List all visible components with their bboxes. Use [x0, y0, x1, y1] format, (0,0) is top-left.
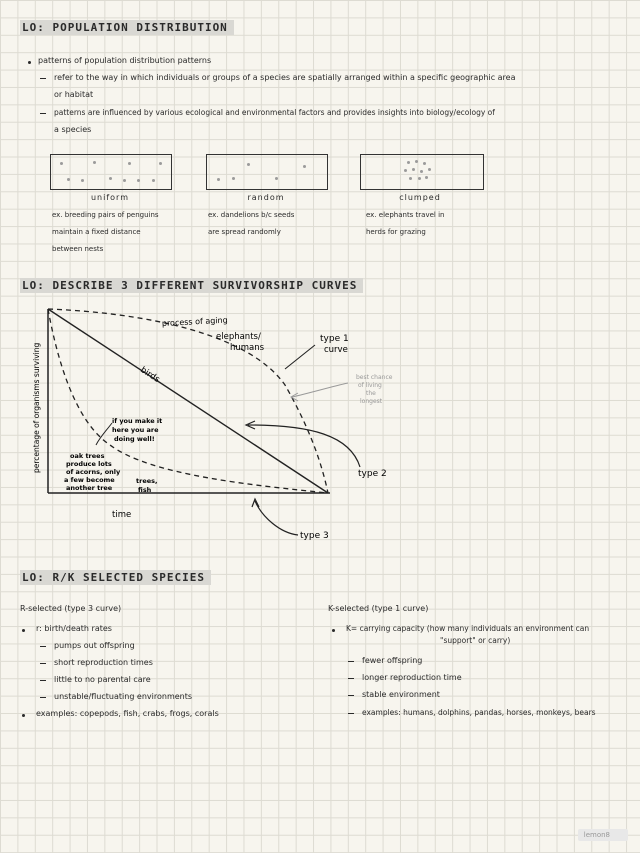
k-bullet-line1: K= carrying capacity (how many individuals an environment can: [346, 624, 590, 633]
dot: [303, 165, 306, 168]
oak-2: produce lots: [66, 460, 112, 468]
dot: [412, 168, 415, 171]
random-example-2: are spread randomly: [208, 228, 281, 236]
dot: [109, 177, 112, 180]
r-item-1: pumps out offspring: [54, 641, 135, 650]
dash: [40, 646, 46, 647]
best-chance-3: the: [366, 390, 376, 397]
clumped-example-2: herds for grazing: [366, 228, 426, 236]
make-it-arrow: [96, 423, 112, 445]
clumped-label: clumped: [399, 193, 441, 202]
r-item-4: unstable/fluctuating environments: [54, 692, 193, 701]
dot: [247, 163, 250, 166]
dot: [420, 170, 423, 173]
uniform-example-2: maintain a fixed distance: [52, 228, 141, 236]
bullet: [332, 629, 335, 632]
lemon8-logo: lemon8: [578, 829, 628, 841]
dot: [217, 178, 220, 181]
r-bullet: r: birth/death rates: [36, 624, 112, 633]
k-item-4: examples: humans, dolphins, pandas, horses, monkeys, bears: [362, 708, 596, 717]
k-item-3: stable environment: [362, 690, 440, 699]
type-2-arrow: [248, 425, 360, 467]
dot: [409, 177, 412, 180]
type-2-label: type 2: [358, 469, 387, 479]
oak-1: oak trees: [70, 452, 105, 460]
dash: [348, 661, 354, 662]
type-3-arrow: [255, 501, 298, 535]
random-box: [206, 154, 328, 190]
population-distribution-heading: LO: POPULATION DISTRIBUTION: [20, 20, 234, 35]
dash: [40, 697, 46, 698]
dash: [348, 713, 354, 714]
rk-selected-heading: LO: R/K SELECTED SPECIES: [20, 570, 211, 585]
dot: [232, 177, 235, 180]
dot: [159, 162, 162, 165]
dot: [123, 179, 126, 182]
bullet: [22, 714, 25, 717]
dot: [428, 168, 431, 171]
dash: [40, 663, 46, 664]
best-chance-4: longest: [360, 398, 383, 405]
survivorship-diagram: [0, 295, 640, 555]
dot: [67, 178, 70, 181]
uniform-box: [50, 154, 172, 190]
k-item-2: longer reproduction time: [362, 673, 462, 682]
dot: [93, 161, 96, 164]
uniform-example-1: ex. breeding pairs of penguins: [52, 211, 159, 219]
dash: [40, 113, 46, 114]
dot: [415, 160, 418, 163]
uniform-label: uniform: [90, 193, 129, 202]
survivorship-heading: LO: DESCRIBE 3 DIFFERENT SURVIVORSHIP CURVES: [20, 278, 363, 293]
k-item-1: fewer offspring: [362, 656, 423, 665]
bullet: [22, 629, 25, 632]
type-1-label: type 1: [320, 334, 349, 344]
k-selected-title: K-selected (type 1 curve): [328, 604, 429, 613]
make-it-2: here you are: [112, 426, 159, 434]
dot: [425, 176, 428, 179]
best-chance-2: of living: [358, 382, 382, 389]
x-axis-label: time: [112, 510, 132, 520]
process-of-aging-label: process of aging: [161, 315, 228, 328]
best-chance-1: best chance: [356, 374, 393, 381]
r-item-3: little to no parental care: [54, 675, 151, 684]
birds-label: birds: [138, 365, 162, 385]
sub1-line1: refer to the way in which individuals or groups of a species are spatially arranged within a specific geographic area: [54, 73, 516, 82]
dot: [423, 162, 426, 165]
make-it-1: if you make it: [112, 417, 163, 425]
curve-label: curve: [324, 345, 348, 355]
fish-label: fish: [138, 486, 152, 494]
dash: [40, 680, 46, 681]
dot: [404, 169, 407, 172]
type-3-label: type 3: [300, 531, 329, 541]
clumped-example-1: ex. elephants travel in: [366, 211, 445, 219]
sub1-line2: or habitat: [54, 90, 94, 99]
sub2-line1: patterns are influenced by various ecological and environmental factors and provides insights into biology/ecology of: [54, 108, 495, 117]
dot: [81, 179, 84, 182]
r-item-2: short reproduction times: [54, 658, 153, 667]
clumped-box: [360, 154, 484, 190]
k-bullet-line2: "support" or carry): [440, 636, 511, 645]
best-chance-arrow: [292, 383, 348, 397]
population-bullet-text: patterns of population distribution patterns: [38, 56, 212, 65]
humans-label: humans: [230, 343, 265, 353]
dot: [128, 162, 131, 165]
dot: [275, 177, 278, 180]
dash: [348, 678, 354, 679]
trees-label: trees,: [136, 477, 158, 485]
dot: [407, 161, 410, 164]
random-label: random: [247, 193, 285, 202]
r-selected-title: R-selected (type 3 curve): [20, 604, 122, 613]
dash: [348, 695, 354, 696]
dot: [137, 179, 140, 182]
type-1-arrow: [285, 345, 315, 369]
uniform-example-3: between nests: [52, 245, 104, 253]
sub2-line2: a species: [54, 125, 92, 134]
y-axis-label: percentage of organisms surviving: [32, 342, 41, 473]
random-example-1: ex. dandelions b/c seeds: [208, 211, 295, 219]
dot: [152, 179, 155, 182]
elephants-label: elephants/: [216, 332, 261, 342]
bullet: [28, 61, 31, 64]
dot: [60, 162, 63, 165]
oak-3: of acorns, only: [66, 468, 121, 476]
r-examples: examples: copepods, fish, crabs, frogs, corals: [36, 709, 219, 718]
oak-5: another tree: [66, 484, 113, 492]
oak-4: a few become: [64, 476, 115, 484]
dash: [40, 78, 46, 79]
make-it-3: doing well!: [114, 435, 155, 443]
dot: [418, 177, 421, 180]
